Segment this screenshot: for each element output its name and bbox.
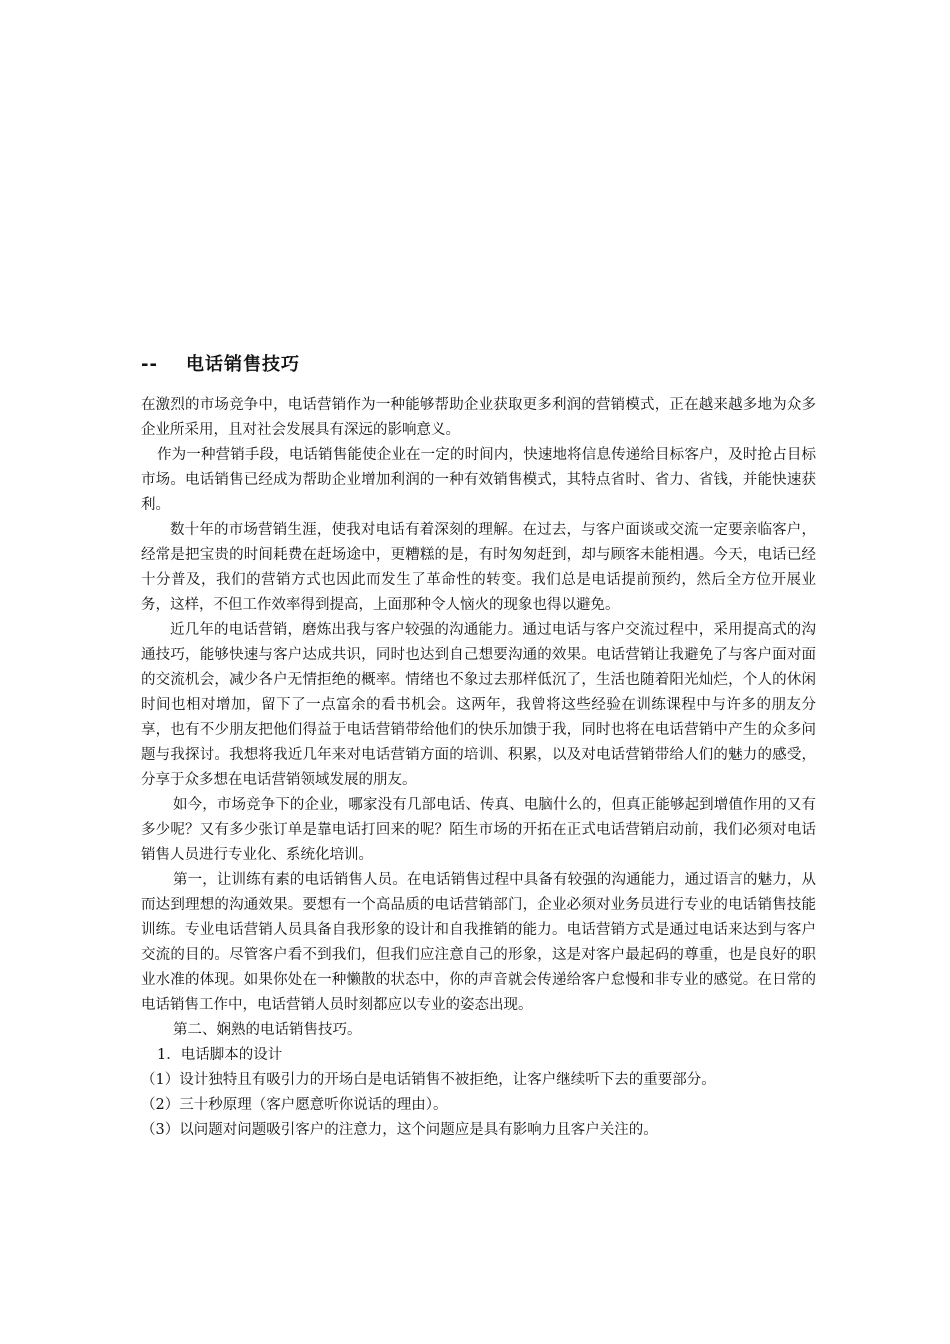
list-item: （2）三十秒原理（客户愿意听你说话的理由）。 — [141, 1097, 448, 1113]
paragraph-recent-years: 近几年的电话营销，磨炼出我与客户较强的沟通能力。通过电话与客户交流过程中，采用提高式的沟通技巧，能够快速与客户达成共识，同时也达到自己想要沟通的效果。电话营销让我避免了与客户面对面的交流机会，减少各户无情拒绝的概率。情绪也不象过去那样低沉了，生活也随着阳光灿烂，个人的休闲时间也相对增加，留下了一点富余的看书机会。这两年，我曾将这些经验在训练课程中与许多的朋友分享，也有不少朋友把他们得益于电话营销带给他们的快乐加馈于我，同时也将在电话营销中产生的众多问题与我探讨。我想将我近几年来对电话营销方面的培训、积累，以及对电话营销带给人们的魅力的感受，分享于众多想在电话营销领域发展的朋友。 — [141, 622, 816, 788]
document-body — [141, 350, 816, 1143]
list-item: （1）设计独特且有吸引力的开场白是电话销售不被拒绝，让客户继续听下去的重要部分。 — [141, 1072, 716, 1088]
paragraph-first-point: 第一，让训练有素的电话销售人员。在电话销售过程中具备有较强的沟通能力，通过语言的魅力，从而达到理想的沟通效果。要想有一个高品质的电话营销部门，企业必须对业务员进行专业的电话销售技能训练。专业电话营销人员具备自我形象的设计和自我推销的能力。电话营销方式是通过电话来达到与客户交流的目的。尽管客户看不到我们，但我们应注意自己的形象，这是对客户最起码的尊重，也是良好的职业水准的体现。如果你处在一种懒散的状态中，你的声音就会传递给客户怠慢和非专业的感觉。在日常的电话销售工作中，电话营销人员时刻都应以专业的姿态出现。 — [141, 872, 816, 1013]
paragraph-marketing-means: 作为一种营销手段，电话销售能使企业在一定的时间内，快速地将信息传递给目标客户，及时抢占目标市场。电话销售已经成为帮助企业增加利润的一种有效销售模式，其特点省时、省力、省钱，并能快速获利。 — [141, 447, 816, 513]
heading-dash: -- — [141, 354, 158, 375]
paragraph-second-point: 第二、娴熟的电话销售技巧。 — [173, 1022, 362, 1038]
paragraph-career: 数十年的市场营销生涯，使我对电话有着深刻的理解。在过去，与客户面谈或交流一定要亲临客户，经常是把宝贵的时间耗费在赶场途中，更糟糕的是，有时匆匆赶到，却与顾客未能相遇。今天，电话已经十分普及，我们的营销方式也因此而发生了革命性的转变。我们总是电话提前预约，然后全方位开展业务，这样，不但工作效率得到提高，上面那种令人恼火的现象也得以避免。 — [141, 522, 816, 613]
paragraph-competition: 如今，市场竞争下的企业，哪家没有几部电话、传真、电脑什么的，但真正能够起到增值作用的又有多少呢？又有多少张订单是靠电话打回来的呢？陌生市场的开拓在正式电话营销启动前，我们必须对电话销售人员进行专业化、系统化培训。 — [141, 797, 816, 863]
section-heading — [141, 350, 816, 376]
heading-title: 电话销售技巧 — [186, 354, 300, 375]
list-item: （3）以问题对问题吸引客户的注意力，这个问题应是具有影响力且客户关注的。 — [141, 1122, 658, 1138]
subheading-script-design: 1．电话脚本的设计 — [157, 1047, 283, 1063]
paragraph-intro: 在激烈的市场竞争中，电话营销作为一种能够帮助企业获取更多利润的营销模式，正在越来越多地为众多企业所采用，且对社会发展具有深远的影响意义。 — [141, 397, 816, 438]
